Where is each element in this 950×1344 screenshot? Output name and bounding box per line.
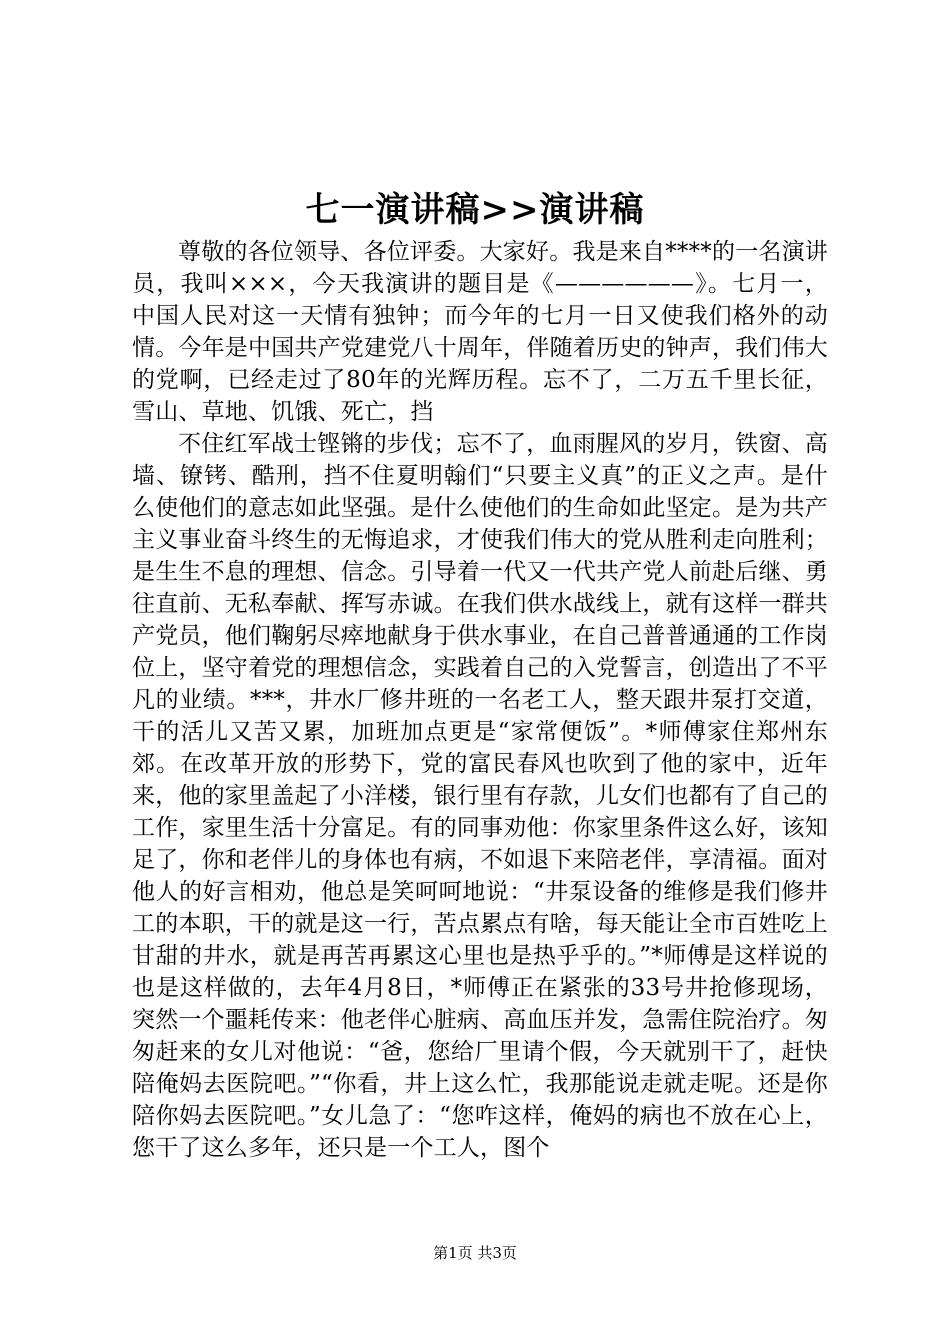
page-footer: 第1页 共3页 — [433, 1244, 517, 1262]
paragraph: 尊敬的各位领导、各位评委。大家好。我是来自****的一名演讲员，我叫×××，今天我演讲的题目是《——————》。七月一，中国人民对这一天情有独钟；而今年的七月一日又使我们格外的动情。今年是中国共产党建党八十周年，伴随着历史的钟声，我们伟大的党啊，已经走过了80年的光辉历程。忘不了，二万五千里长征，雪山、草地、饥饿、死亡，挡 — [132, 239, 828, 425]
document-body — [132, 236, 828, 1164]
document-title: 七一演讲稿>>演讲稿 — [305, 190, 645, 230]
paragraph: 不住红军战士铿锵的步伐；忘不了，血雨腥风的岁月，铁窗、高墙、镣铐、酷刑，挡不住夏明翰们“只要主义真”的正义之声。是什么使他们的意志如此坚强。是什么使他们的生命如此坚定。是为共产主义事业奋斗终生的无悔追求，才使我们伟大的党从胜利走向胜利；是生生不息的理想、信念。引导着一代又一代共产党人前赴后继、勇往直前、无私奉献、挥写赤诚。在我们供水战线上，就有这样一群共产党员，他们鞠躬尽瘁地献身于供水事业，在自己普普通通的工作岗位上，坚守着党的理想信念，实践着自己的入党誓言，创造出了不平凡的业绩。***，井水厂修井班的一名老工人，整天跟井泵打交道，干的活儿又苦又累，加班加点更是“家常便饭”。*师傅家住郑州东郊。在改革开放的形势下，党的富民春风也吹到了他的家中，近年来，他的家里盖起了小洋楼，银行里有存款，儿女们也都有了自己的工作，家里生活十分富足。有的同事劝他：你家里条件这么好，该知足了，你和老伴儿的身体也有病，不如退下来陪老伴，享清福。面对他人的好言相劝，他总是笑呵呵地说：“井泵设备的维修是我们修井工的本职，干的就是这一行，苦点累点有啥，每天能让全市百姓吃上甘甜的井水，就是再苦再累这心里也是热乎乎的。”*师傅是这样说的也是这样做的，去年4月8日，*师傅正在紧张的33号井抢修现场，突然一个噩耗传来：他老伴心脏病、高血压并发，急需住院治疗。匆匆赶来的女儿对他说：“爸，您给厂里请个假，今天就别干了，赶快陪俺妈去医院吧。”“你看，井上这么忙，我那能说走就走呢。还是你陪你妈去医院吧。”女儿急了：“您咋这样，俺妈的病也不放在心上，您干了这么多年，还只是一个工人，图个 — [132, 431, 828, 1161]
